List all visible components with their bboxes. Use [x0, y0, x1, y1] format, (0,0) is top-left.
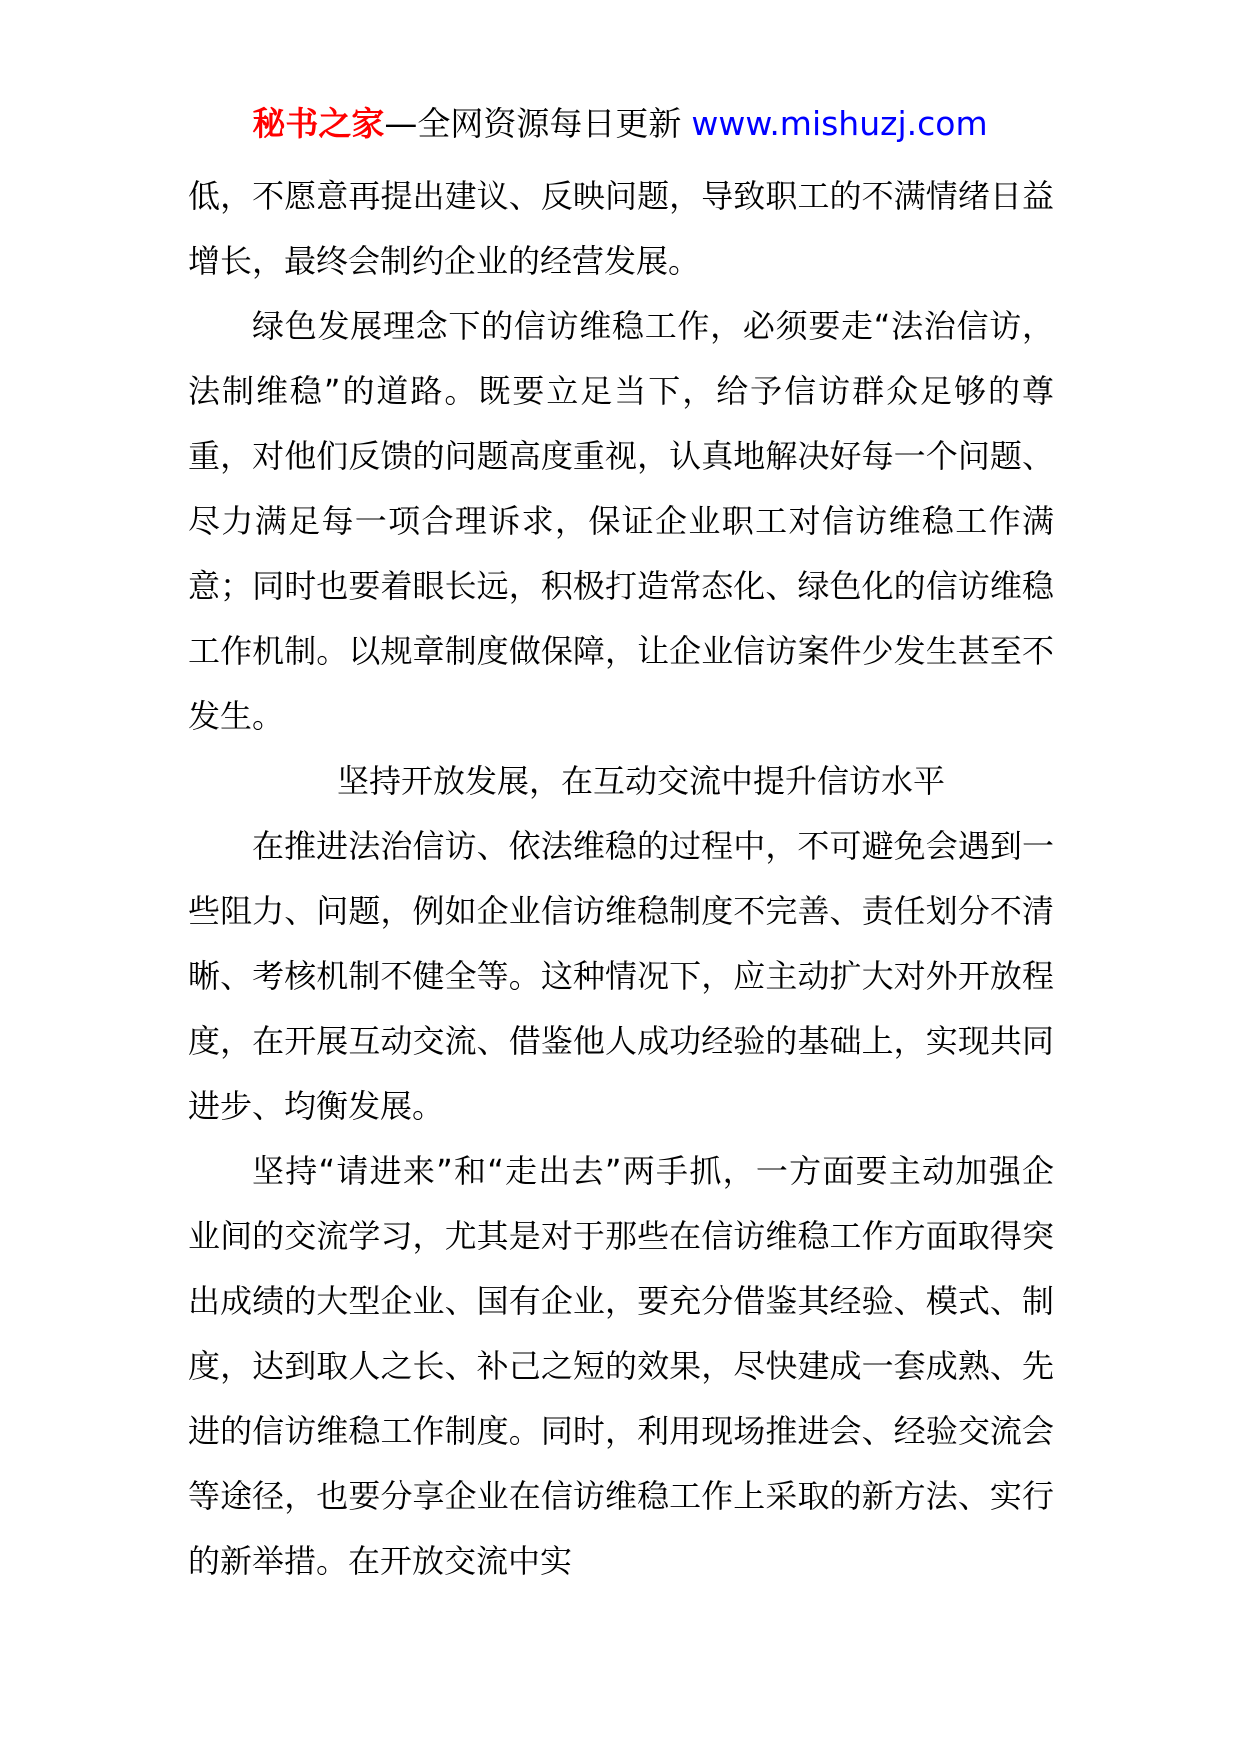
paragraph-continued: 低，不愿意再提出建议、反映问题，导致职工的不满情绪日益增长，最终会制约企业的经营发展。: [188, 177, 1054, 280]
brand-name: 秘书之家: [252, 104, 385, 143]
page-header: [0, 100, 1240, 148]
paragraph: 在推进法治信访、依法维稳的过程中，不可避免会遇到一些阻力、问题，例如企业信访维稳制度不完善、责任划分不清晰、考核机制不健全等。这种情况下，应主动扩大对外开放程度，在开展互动交流、借鉴他人成功经验的基础上，实现共同进步、均衡发展。: [188, 827, 1054, 1125]
paragraph: 绿色发展理念下的信访维稳工作，必须要走“法治信访，法制维稳”的道路。既要立足当下，给予信访群众足够的尊重，对他们反馈的问题高度重视，认真地解决好每一个问题、尽力满足每一项合理诉求，保证企业职工对信访维稳工作满意；同时也要着眼长远，积极打造常态化、绿色化的信访维稳工作机制。以规章制度做保障，让企业信访案件少发生甚至不发生。: [188, 307, 1054, 735]
section-heading: 坚持开放发展，在互动交流中提升信访水平: [336, 762, 945, 800]
header-slogan: —全网资源每日更新: [384, 104, 682, 143]
paragraph: 坚持“请进来”和“走出去”两手抓，一方面要主动加强企业间的交流学习，尤其是对于那些在信访维稳工作方面取得突出成绩的大型企业、国有企业，要充分借鉴其经验、模式、制度，达到取人之长、补己之短的效果，尽快建成一套成熟、先进的信访维稳工作制度。同时，利用现场推进会、经验交流会等途径，也要分享企业在信访维稳工作上采取的新方法、实行的新举措。在开放交流中实: [188, 1152, 1054, 1580]
website-link[interactable]: www.mishuzj.com: [691, 104, 988, 143]
document-body: [188, 164, 1054, 1594]
